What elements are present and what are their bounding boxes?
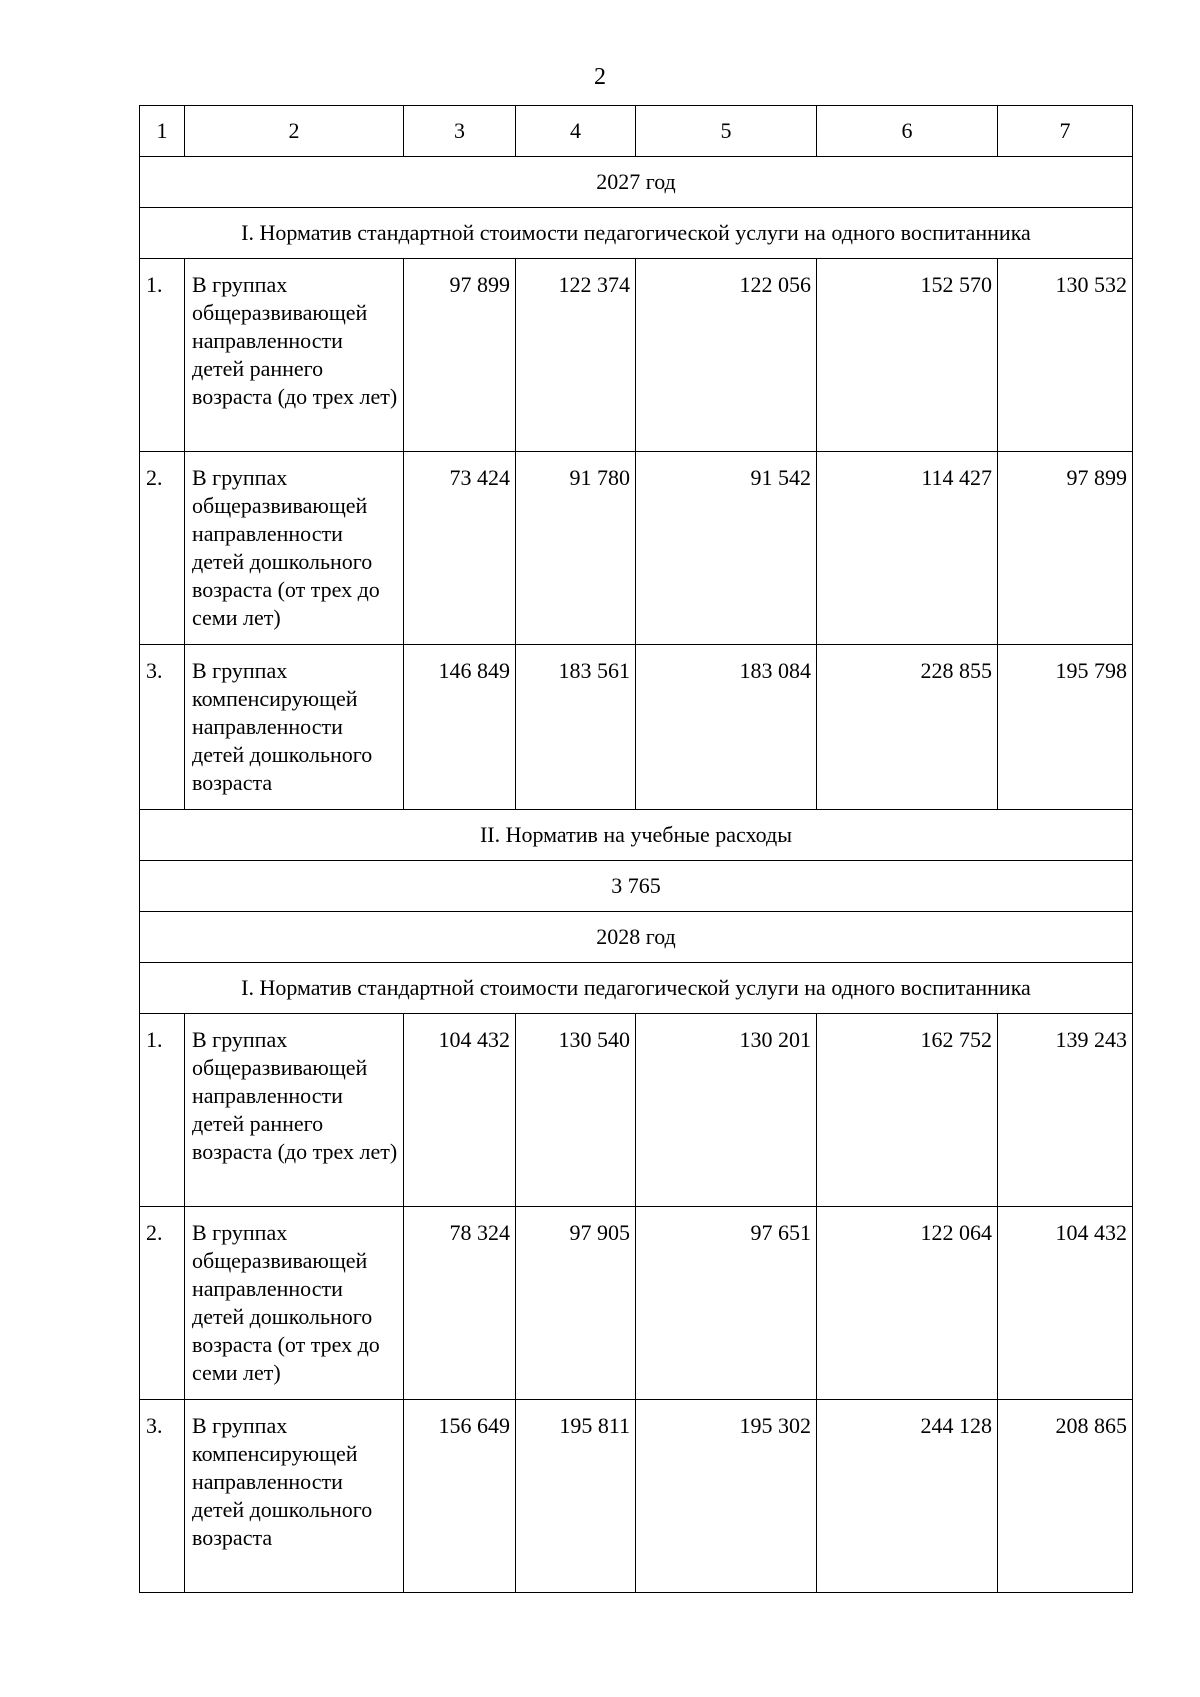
study-value: 3 765 xyxy=(140,861,1133,912)
norm-title: I. Норматив стандартной стоимости педагогической услуги на одного воспитанника xyxy=(140,963,1133,1014)
table-row xyxy=(140,452,1133,645)
value-cell: 244 128 xyxy=(817,1400,998,1593)
header-cell: 2 xyxy=(185,106,404,157)
year-row xyxy=(140,157,1133,208)
row-number: 1. xyxy=(140,259,185,452)
value-cell: 97 651 xyxy=(636,1207,817,1400)
header-cell: 1 xyxy=(140,106,185,157)
value-cell: 122 056 xyxy=(636,259,817,452)
value-cell: 130 532 xyxy=(998,259,1133,452)
year-label: 2027 год xyxy=(140,157,1133,208)
value-cell: 195 302 xyxy=(636,1400,817,1593)
value-cell: 73 424 xyxy=(404,452,516,645)
row-description: В группах общеразвивающей направленности детей дошкольного возраста (от трех до семи лет) xyxy=(185,452,404,645)
value-cell: 91 780 xyxy=(516,452,636,645)
norm-title: I. Норматив стандартной стоимости педагогической услуги на одного воспитанника xyxy=(140,208,1133,259)
value-cell: 130 201 xyxy=(636,1014,817,1207)
study-value-row xyxy=(140,861,1133,912)
value-cell: 162 752 xyxy=(817,1014,998,1207)
table-row xyxy=(140,645,1133,810)
table-row xyxy=(140,259,1133,452)
value-cell: 208 865 xyxy=(998,1400,1133,1593)
row-number: 2. xyxy=(140,1207,185,1400)
header-cell: 4 xyxy=(516,106,636,157)
value-cell: 97 905 xyxy=(516,1207,636,1400)
row-description: В группах общеразвивающей направленности детей раннего возраста (до трех лет) xyxy=(185,259,404,452)
value-cell: 146 849 xyxy=(404,645,516,810)
value-cell: 104 432 xyxy=(998,1207,1133,1400)
value-cell: 130 540 xyxy=(516,1014,636,1207)
row-number: 1. xyxy=(140,1014,185,1207)
row-number: 3. xyxy=(140,645,185,810)
header-cell: 3 xyxy=(404,106,516,157)
year-label: 2028 год xyxy=(140,912,1133,963)
study-title-row xyxy=(140,810,1133,861)
header-cell: 7 xyxy=(998,106,1133,157)
header-cell: 6 xyxy=(817,106,998,157)
page-number: 2 xyxy=(594,64,606,90)
row-number: 3. xyxy=(140,1400,185,1593)
value-cell: 114 427 xyxy=(817,452,998,645)
header-row xyxy=(140,106,1133,157)
year-row xyxy=(140,912,1133,963)
header-cell: 5 xyxy=(636,106,817,157)
norms-table xyxy=(139,105,1133,1593)
value-cell: 156 649 xyxy=(404,1400,516,1593)
row-description: В группах компенсирующей направленности детей дошкольного возраста xyxy=(185,1400,404,1593)
norm-title-row xyxy=(140,208,1133,259)
value-cell: 97 899 xyxy=(404,259,516,452)
table-row xyxy=(140,1014,1133,1207)
value-cell: 91 542 xyxy=(636,452,817,645)
value-cell: 228 855 xyxy=(817,645,998,810)
value-cell: 195 811 xyxy=(516,1400,636,1593)
value-cell: 152 570 xyxy=(817,259,998,452)
value-cell: 78 324 xyxy=(404,1207,516,1400)
table-row xyxy=(140,1207,1133,1400)
value-cell: 139 243 xyxy=(998,1014,1133,1207)
value-cell: 195 798 xyxy=(998,645,1133,810)
study-title: II. Норматив на учебные расходы xyxy=(140,810,1133,861)
norm-title-row xyxy=(140,963,1133,1014)
value-cell: 104 432 xyxy=(404,1014,516,1207)
row-description: В группах компенсирующей направленности детей дошкольного возраста xyxy=(185,645,404,810)
row-description: В группах общеразвивающей направленности детей дошкольного возраста (от трех до семи лет) xyxy=(185,1207,404,1400)
value-cell: 183 084 xyxy=(636,645,817,810)
value-cell: 122 374 xyxy=(516,259,636,452)
row-number: 2. xyxy=(140,452,185,645)
value-cell: 183 561 xyxy=(516,645,636,810)
row-description: В группах общеразвивающей направленности детей раннего возраста (до трех лет) xyxy=(185,1014,404,1207)
value-cell: 97 899 xyxy=(998,452,1133,645)
table-row xyxy=(140,1400,1133,1593)
value-cell: 122 064 xyxy=(817,1207,998,1400)
